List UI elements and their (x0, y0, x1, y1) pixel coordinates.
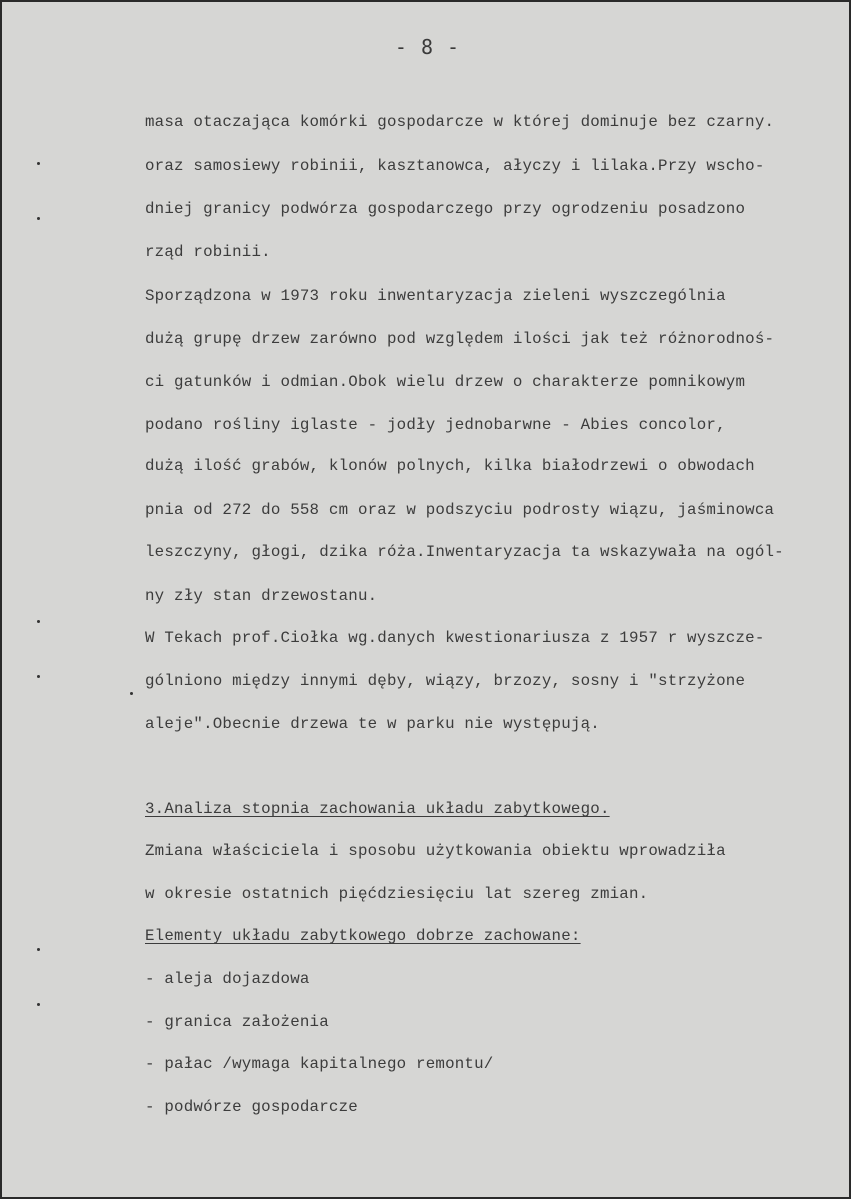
ink-speck (130, 692, 133, 695)
text-line: dniej granicy podwórza gospodarczego przy ogrodzeniu posadzono (145, 200, 746, 218)
punch-hole-mark (37, 675, 40, 678)
list-item: - podwórze gospodarcze (145, 1098, 358, 1116)
page-number: - 8 - (394, 35, 461, 59)
text-line: podano rośliny iglaste - jodły jednobarwne - Abies concolor, (145, 416, 726, 434)
list-item: - granica założenia (145, 1013, 329, 1031)
section-subheading: Elementy układu zabytkowego dobrze zachowane: (145, 927, 581, 945)
text-line: Zmiana właściciela i sposobu użytkowania obiektu wprowadziła (145, 842, 726, 860)
text-line: Sporządzona w 1973 roku inwentaryzacja zieleni wyszczególnia (145, 287, 726, 305)
text-line: dużą ilość grabów, klonów polnych, kilka białodrzewi o obwodach (145, 457, 755, 475)
punch-hole-mark (37, 217, 40, 220)
list-item: - pałac /wymaga kapitalnego remontu/ (145, 1055, 494, 1073)
punch-hole-mark (37, 1003, 40, 1006)
text-line: leszczyny, głogi, dzika róża.Inwentaryzacja ta wskazywała na ogól- (145, 543, 784, 561)
text-line: ci gatunków i odmian.Obok wielu drzew o charakterze pomnikowym (145, 373, 746, 391)
punch-hole-mark (37, 620, 40, 623)
text-line: rząd robinii. (145, 243, 271, 261)
text-line: pnia od 272 do 558 cm oraz w podszyciu podrosty wiązu, jaśminowca (145, 501, 775, 519)
text-line: w okresie ostatnich pięćdziesięciu lat szereg zmian. (145, 885, 649, 903)
list-item: - aleja dojazdowa (145, 970, 310, 988)
punch-hole-mark (37, 162, 40, 165)
text-line: masa otaczająca komórki gospodarcze w której dominuje bez czarny. (145, 113, 775, 131)
text-line: W Tekach prof.Ciołka wg.danych kwestionariusza z 1957 r wyszcze- (145, 629, 765, 647)
text-line: aleje".Obecnie drzewa te w parku nie występują. (145, 715, 600, 733)
text-line: oraz samosiewy robinii, kasztanowca, ałyczy i lilaka.Przy wscho- (145, 157, 765, 175)
punch-hole-mark (37, 948, 40, 951)
text-line: dużą grupę drzew zarówno pod względem ilości jak też różnorodnoś- (145, 330, 775, 348)
section-heading: 3.Analiza stopnia zachowania układu zabytkowego. (145, 800, 610, 818)
text-line: gólniono między innymi dęby, wiązy, brzozy, sosny i "strzyżone (145, 672, 746, 690)
text-line: ny zły stan drzewostanu. (145, 587, 378, 605)
